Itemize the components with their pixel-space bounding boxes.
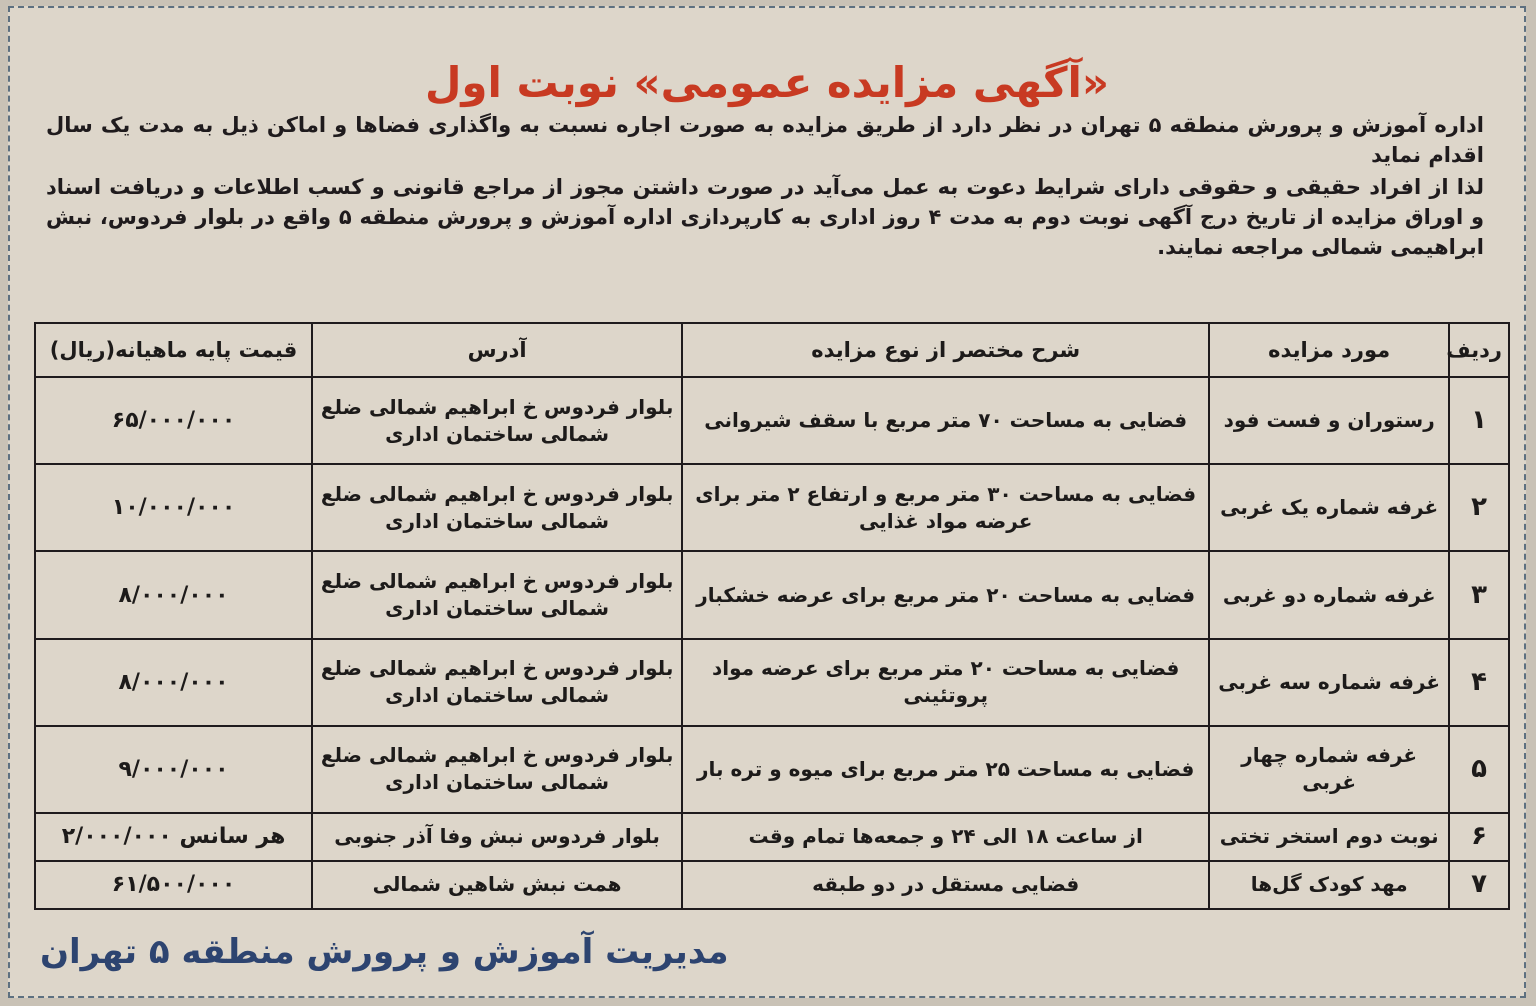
auction-table bbox=[34, 322, 1510, 910]
row-description: فضایی به مساحت ۳۰ متر مربع و ارتفاع ۲ متر برای عرضه مواد غذایی bbox=[682, 464, 1209, 551]
row-address: بلوار فردوس خ ابراهیم شمالی ضلع شمالی ساختمان اداری bbox=[312, 551, 682, 638]
header-price: قیمت پایه ماهیانه(ریال) bbox=[35, 323, 312, 377]
row-price: ۶۱/۵۰۰/۰۰۰ bbox=[35, 861, 312, 909]
row-address: همت نبش شاهین شمالی bbox=[312, 861, 682, 909]
table-row bbox=[35, 639, 1509, 726]
row-subject: رستوران و فست فود bbox=[1209, 377, 1449, 464]
row-number: ۶ bbox=[1449, 813, 1509, 861]
row-address: بلوار فردوس خ ابراهیم شمالی ضلع شمالی ساختمان اداری bbox=[312, 464, 682, 551]
row-address: بلوار فردوس خ ابراهیم شمالی ضلع شمالی ساختمان اداری bbox=[312, 377, 682, 464]
row-price: ۹/۰۰۰/۰۰۰ bbox=[35, 726, 312, 813]
row-address: بلوار فردوس نبش وفا آذر جنوبی bbox=[312, 813, 682, 861]
intro-paragraph-1: اداره آموزش و پرورش منطقه ۵ تهران در نظر دارد از طریق مزایده به صورت اجاره نسبت به واگذاری فضاها و اماکن ذیل به مدت یک سال اقدام نماید bbox=[46, 113, 1484, 167]
notice-title: «آگهی مزایده عمومی» نوبت اول bbox=[424, 58, 1110, 107]
row-description: فضایی به مساحت ۲۰ متر مربع برای عرضه مواد پروتئینی bbox=[682, 639, 1209, 726]
row-subject: نوبت دوم استخر تختی bbox=[1209, 813, 1449, 861]
row-number: ۲ bbox=[1449, 464, 1509, 551]
row-address: بلوار فردوس خ ابراهیم شمالی ضلع شمالی ساختمان اداری bbox=[312, 726, 682, 813]
row-number: ۱ bbox=[1449, 377, 1509, 464]
row-subject: غرفه شماره دو غربی bbox=[1209, 551, 1449, 638]
row-number: ۷ bbox=[1449, 861, 1509, 909]
row-description: فضایی مستقل در دو طبقه bbox=[682, 861, 1209, 909]
header-subject: مورد مزایده bbox=[1209, 323, 1449, 377]
row-price: ۱۰/۰۰۰/۰۰۰ bbox=[35, 464, 312, 551]
table-row bbox=[35, 861, 1509, 909]
row-description: فضایی به مساحت ۲۰ متر مربع برای عرضه خشکبار bbox=[682, 551, 1209, 638]
row-subject: غرفه شماره یک غربی bbox=[1209, 464, 1449, 551]
row-price: ۸/۰۰۰/۰۰۰ bbox=[35, 639, 312, 726]
table-row bbox=[35, 551, 1509, 638]
header-description: شرح مختصر از نوع مزایده bbox=[682, 323, 1209, 377]
row-description: از ساعت ۱۸ الی ۲۴ و جمعه‌ها تمام وقت bbox=[682, 813, 1209, 861]
row-description: فضایی به مساحت ۲۵ متر مربع برای میوه و تره بار bbox=[682, 726, 1209, 813]
notice-intro bbox=[46, 110, 1484, 262]
table-row bbox=[35, 726, 1509, 813]
header-address: آدرس bbox=[312, 323, 682, 377]
row-address: بلوار فردوس خ ابراهیم شمالی ضلع شمالی ساختمان اداری bbox=[312, 639, 682, 726]
row-number: ۴ bbox=[1449, 639, 1509, 726]
row-subject: مهد کودک گل‌ها bbox=[1209, 861, 1449, 909]
issuer-signature: مدیریت آموزش و پرورش منطقه ۵ تهران bbox=[40, 932, 729, 972]
table-row bbox=[35, 377, 1509, 464]
row-subject: غرفه شماره چهار غربی bbox=[1209, 726, 1449, 813]
row-subject: غرفه شماره سه غربی bbox=[1209, 639, 1449, 726]
row-price: ۶۵/۰۰۰/۰۰۰ bbox=[35, 377, 312, 464]
row-description: فضایی به مساحت ۷۰ متر مربع با سقف شیروانی bbox=[682, 377, 1209, 464]
row-number: ۳ bbox=[1449, 551, 1509, 638]
row-number: ۵ bbox=[1449, 726, 1509, 813]
table-row bbox=[35, 813, 1509, 861]
table-header-row bbox=[35, 323, 1509, 377]
header-row-number: ردیف bbox=[1449, 323, 1509, 377]
table-row bbox=[35, 464, 1509, 551]
row-price: ۸/۰۰۰/۰۰۰ bbox=[35, 551, 312, 638]
row-price: هر سانس ۲/۰۰۰/۰۰۰ bbox=[35, 813, 312, 861]
intro-paragraph-2: لذا از افراد حقیقی و حقوقی دارای شرایط دعوت به عمل می‌آید در صورت داشتن مجوز از مراجع قانونی و کسب اطلاعات و دریافت اسناد و اوراق مزایده از تاریخ درج آگهی نوبت دوم به مدت ۴ روز اداری به کارپردازی اداره آموزش و پرورش منطقه ۵ واقع در بلوار فردوس، نبش ابراهیمی شمالی مراجعه نمایند. bbox=[46, 175, 1484, 259]
